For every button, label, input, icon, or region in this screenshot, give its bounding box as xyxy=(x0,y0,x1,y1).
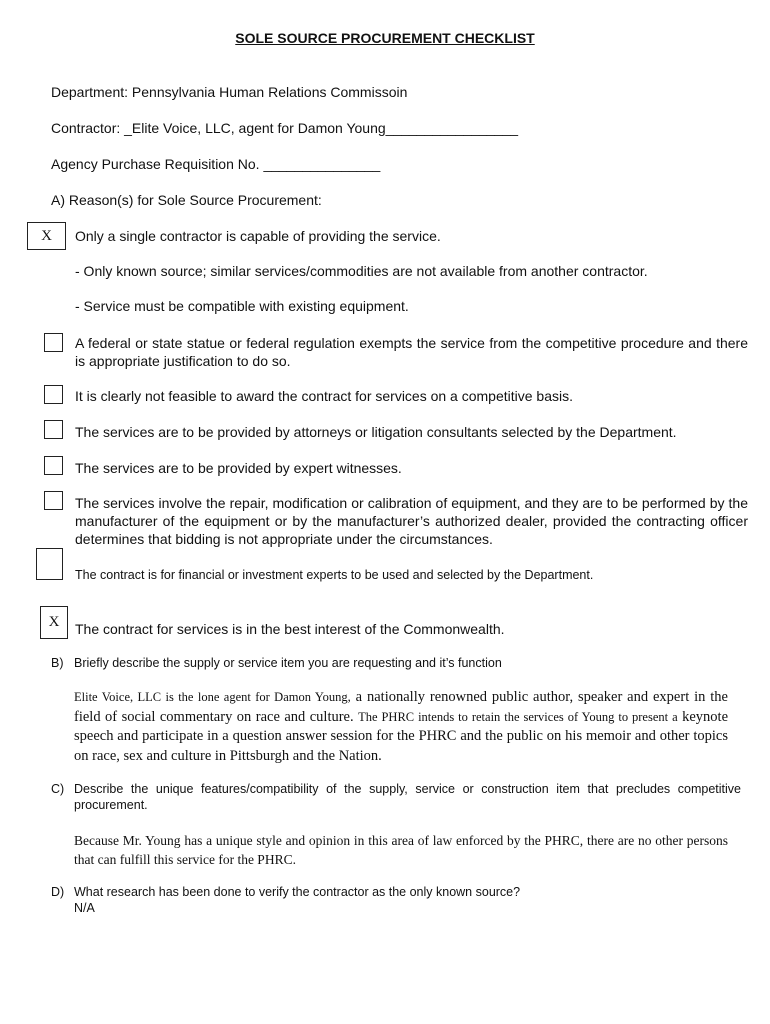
department-line: Department: Pennsylvania Human Relations Commissoin xyxy=(51,84,408,100)
section-d-question xyxy=(51,884,741,916)
section-b-answer xyxy=(74,688,728,766)
section-b-question xyxy=(51,655,741,671)
section-c-question-text: Describe the unique features/compatibility of the supply, service or construction item that precludes competitive procurement. xyxy=(74,782,741,812)
reason-not-feasible: It is clearly not feasible to award the contract for services on a competitive basis. xyxy=(75,388,574,404)
reason-financial-experts: The contract is for financial or investment experts to be used and selected by the Department. xyxy=(75,568,594,582)
section-d-answer: N/A xyxy=(74,901,95,915)
reason-expert-witnesses: The services are to be provided by expert witnesses. xyxy=(75,460,402,476)
section-c-label: C) xyxy=(51,782,65,796)
section-b-answer-part4: keynote speech and participate in a question answer session for the PHRC and the public on his memoir and other topics on race, sex and culture in Pittsburgh and the Nation. xyxy=(74,708,729,764)
section-b-answer-part1: Elite Voice, LLC is the lone agent for Damon Young, xyxy=(74,690,351,704)
section-d-label: D) xyxy=(51,885,65,899)
section-a-heading: A) Reason(s) for Sole Source Procurement: xyxy=(51,192,322,208)
requisition-line: Agency Purchase Requisition No. _______________ xyxy=(51,156,381,172)
section-b-answer-part3: The PHRC intends to retain the services of Young to present a xyxy=(358,709,678,724)
checkbox-expert-witnesses[interactable] xyxy=(44,456,63,475)
reason-attorneys: The services are to be provided by attorneys or litigation consultants selected by the Department. xyxy=(75,424,677,440)
checkbox-best-interest[interactable]: X xyxy=(40,606,68,639)
reason-single-contractor: Only a single contractor is capable of providing the service. xyxy=(75,228,441,244)
section-b-question-text: Briefly describe the supply or service item you are requesting and it’s function xyxy=(74,656,502,670)
contractor-line: Contractor: _Elite Voice, LLC, agent for Damon Young_________________ xyxy=(51,120,519,136)
reason-only-known-source: - Only known source; similar services/commodities are not available from another contractor. xyxy=(75,263,648,279)
checkbox-financial-experts[interactable] xyxy=(36,548,63,580)
section-b-label: B) xyxy=(51,656,64,670)
checkbox-equipment-repair[interactable] xyxy=(44,491,63,510)
checkbox-attorneys[interactable] xyxy=(44,420,63,439)
reason-statute-exemption: A federal or state statue or federal regulation exempts the service from the competitive procedure and there is appropriate justification to do so. xyxy=(75,335,748,369)
checkbox-statute-exemption[interactable] xyxy=(44,333,63,352)
checkbox-single-contractor[interactable]: X xyxy=(27,222,66,250)
section-b-answer-part2: a nationally renowned public author, speaker and expert in the field of social commentary on race and culture. xyxy=(74,689,728,725)
section-c-question xyxy=(51,781,741,813)
checkbox-not-feasible[interactable] xyxy=(44,385,63,404)
section-d-question-text: What research has been done to verify the contractor as the only known source? xyxy=(74,885,521,899)
reason-equipment-repair: The services involve the repair, modification or calibration of equipment, and they are to be performed by the manufacturer of the equipment or by the manufacturer’s authorized dealer, provided the contracting officer determines that bidding is not appropriate under the circumstances. xyxy=(75,495,748,547)
section-c-answer: Because Mr. Young has a unique style and opinion in this area of law enforced by the PHRC, there are no other persons that can fulfill this service for the PHRC. xyxy=(74,833,728,867)
reason-compatible-equipment: - Service must be compatible with existing equipment. xyxy=(75,298,409,314)
reason-best-interest: The contract for services is in the best interest of the Commonwealth. xyxy=(75,621,505,637)
document-title: SOLE SOURCE PROCUREMENT CHECKLIST xyxy=(235,30,535,46)
